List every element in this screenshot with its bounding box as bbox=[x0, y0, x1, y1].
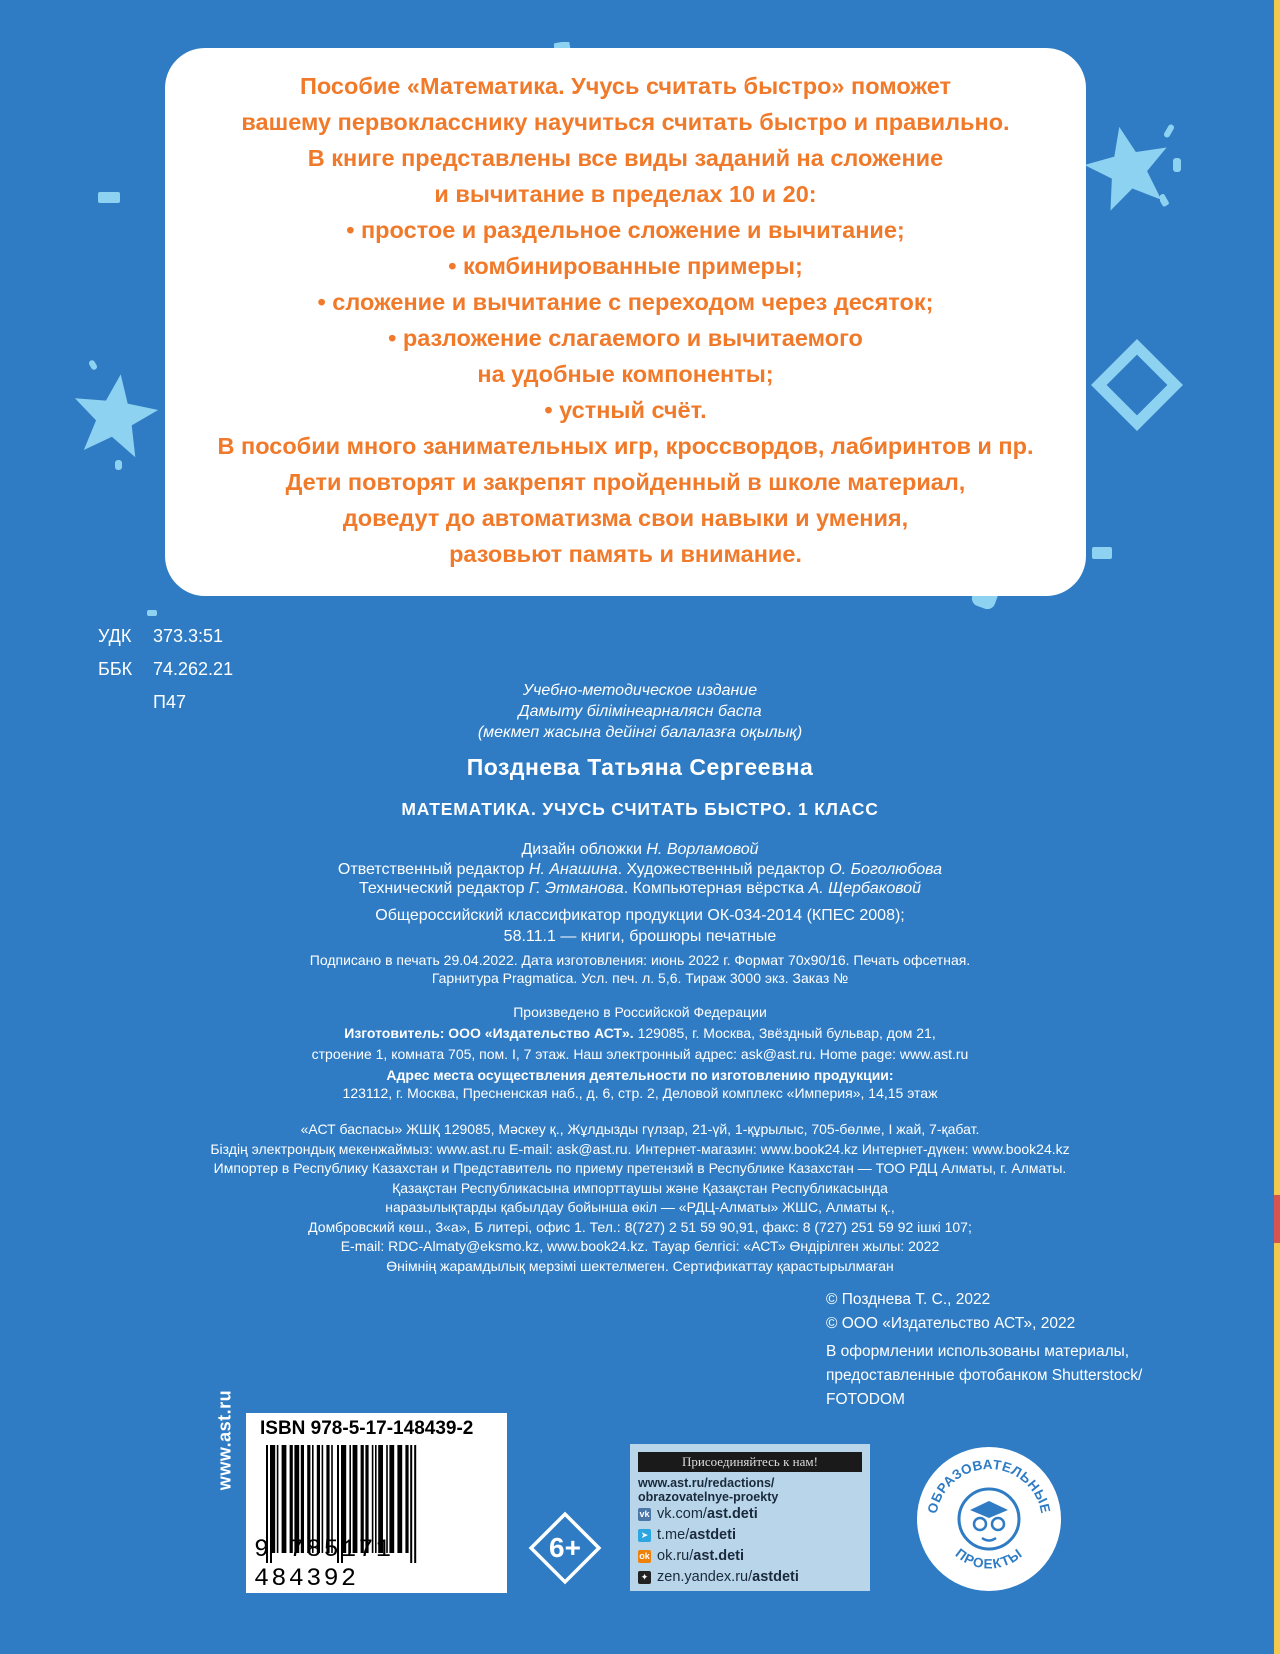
classifier-block bbox=[200, 905, 1080, 947]
edition-type: Учебно-методическое издание bbox=[522, 682, 758, 699]
isbn-barcode bbox=[246, 1413, 507, 1593]
social-link-vk[interactable]: vk vk.com/ ast.deti bbox=[639, 1506, 758, 1522]
kz-line: Өнімнің жарамдылық мерзімі шектелмеген. Сертификаттау қарастырылмаған bbox=[386, 1257, 894, 1274]
kazakhstan-block bbox=[200, 1120, 1080, 1276]
kz-line: «АСТ баспасы» ЖШҚ 129085, Мәскеу қ., Жұлдызды гүлзар, 21-үй, 1-құрылыс, 705-бөлме, I жай, 7-қабат. bbox=[300, 1121, 980, 1137]
promo-line: • устный счёт. bbox=[544, 397, 707, 423]
confetti-shape bbox=[147, 610, 161, 618]
art-editor-name: О. Боголюбова bbox=[829, 860, 943, 878]
editor-name: Н. Анашина bbox=[528, 860, 618, 878]
copyright-line: © ООО «Издательство АСТ», 2022 bbox=[826, 1315, 1076, 1332]
promo-line: Пособие «Математика. Учусь считать быстро» поможет bbox=[299, 73, 952, 99]
manufacturer-line: строение 1, комната 705, пом. I, 7 этаж. Наш электронный адрес: ask@ast.ru. Home page: www.ast.ru bbox=[311, 1046, 969, 1062]
manufacturer-block bbox=[200, 1002, 1080, 1104]
promo-line: • разложение слагаемого и вычитаемого bbox=[388, 325, 863, 351]
kz-line: Домбровский көш., 3«а», Б литері, офис 1. Тел.: 8(727) 2 51 59 90,91, факс: 8 (727) 251 59 92 ішкі 107; bbox=[308, 1218, 972, 1235]
kz-line: Біздің электрондық мекенжаймыз: www.ast.ru E-mail: ask@ast.ru. Интернет-магазин: www.book24.kz Интернет-дүкен: www.book24.kz bbox=[210, 1140, 1070, 1157]
bbk-label: ББК bbox=[98, 659, 133, 679]
promo-line: В пособии много занимательных игр, кроссвордов, лабиринтов и пр. bbox=[217, 433, 1034, 459]
social-header: Присоединяйтесь к нам! bbox=[638, 1452, 862, 1472]
classifier-line: Общероссийский классификатор продукции ОК-034-2014 (КПЕС 2008); bbox=[375, 907, 905, 924]
promo-card bbox=[165, 48, 1086, 596]
vk-icon: vk bbox=[639, 1509, 650, 1519]
print-info-line: Гарнитура Pragmatica. Усл. печ. л. 5,6. Тираж 3000 экз. Заказ № bbox=[431, 969, 849, 986]
telegram-icon: ➤ bbox=[638, 1529, 651, 1542]
credits-block bbox=[200, 840, 1080, 899]
address-text: 123112, г. Москва, Пресненская наб., д. 6, стр. 2, Деловой комплекс «Империя», 14,15 этаж bbox=[342, 1085, 938, 1101]
kz-line: Импортер в Республику Казахстан и Представитель по приему претензий в Республике Казахстан — ТОО РДЦ Алматы, г. Алматы. bbox=[213, 1160, 1067, 1176]
author-mark: П47 bbox=[153, 692, 186, 712]
kz-line: Қазақстан Республикасына импорттаушы және Қазақстан Республикасында bbox=[392, 1179, 888, 1196]
social-link-telegram[interactable]: ➤ t.me/ astdeti bbox=[638, 1525, 862, 1546]
confetti-shape bbox=[1160, 194, 1174, 208]
confetti-shape bbox=[98, 190, 122, 206]
promo-line: • простое и раздельное сложение и вычитание; bbox=[346, 217, 905, 243]
edition-type-kz: Дамыту білімінеарналяcн баспа bbox=[518, 703, 762, 720]
promo-line: на удобные компоненты; bbox=[477, 361, 774, 387]
isbn-number: ISBN 978-5-17-148439-2 bbox=[260, 1418, 474, 1439]
manufacturer-label: Изготовитель: ООО «Издательство АСТ». bbox=[344, 1025, 634, 1041]
logo-text-bottom: ПРОЕКТЫ bbox=[952, 1545, 1026, 1572]
zen-icon: ✦ bbox=[638, 1571, 651, 1584]
tech-editor-name: Г. Этманова bbox=[528, 880, 624, 897]
layout-name: А. Щербаковой bbox=[808, 880, 922, 897]
edition-type-block bbox=[200, 680, 1080, 743]
odnoklassniki-icon: ok bbox=[639, 1551, 650, 1561]
edition-note-kz: (мекмеп жасына дейінгі балалазға оқылық) bbox=[477, 724, 803, 741]
copyright-line: © Позднева Т. С., 2022 bbox=[826, 1291, 991, 1308]
promo-line: Дети повторят и закрепят пройденный в школе материал, bbox=[285, 469, 966, 495]
author-name: Позднева Татьяна Сергеевна bbox=[466, 754, 814, 780]
tech-credit: Технический редактор Г. Этманова. Компьютерная вёрстка А. Щербаковой bbox=[358, 880, 922, 897]
social-link-ok[interactable]: ok ok.ru/ ast.deti bbox=[639, 1548, 745, 1564]
produced-in: Произведено в Российской Федерации bbox=[513, 1004, 767, 1020]
design-credit: Дизайн обложки Н. Ворламовой bbox=[521, 841, 759, 858]
bbk-value: 74.262.21 bbox=[153, 659, 234, 679]
diamond-outline-icon bbox=[1082, 330, 1192, 440]
promo-line: • комбинированные примеры; bbox=[448, 253, 803, 279]
age-rating: 6+ bbox=[549, 1532, 581, 1563]
social-links-box bbox=[630, 1444, 870, 1591]
copyright-block bbox=[826, 1288, 1142, 1412]
promo-line: вашему первокласснику научиться считать быстро и правильно. bbox=[241, 109, 1010, 135]
promo-line: • сложение и вычитание с переходом через десяток; bbox=[317, 289, 934, 315]
barcode-digits: 9 785171 484392 bbox=[254, 1535, 394, 1593]
publisher-site[interactable]: www.ast.ru bbox=[214, 1389, 235, 1491]
print-info-line: Подписано в печать 29.04.2022. Дата изготовления: июнь 2022 г. Формат 70x90/16. Печать офсетная. bbox=[309, 952, 971, 968]
credits-line: предоставленные фотобанком Shutterstock/ bbox=[826, 1367, 1143, 1384]
designer-name: Н. Ворламовой bbox=[646, 841, 759, 858]
star-icon bbox=[60, 360, 170, 470]
promo-line: и вычитание в пределах 10 и 20: bbox=[434, 181, 817, 207]
logo-text-top: ОБРАЗОВАТЕЛЬНЫЕ bbox=[924, 1456, 1054, 1515]
promo-line: В книге представлены все виды заданий на сложение bbox=[307, 145, 944, 171]
credits-line: В оформлении использованы материалы, bbox=[826, 1343, 1130, 1360]
udk-row bbox=[98, 620, 233, 653]
cover-edge-mark bbox=[1274, 1195, 1280, 1243]
confetti-shape bbox=[1092, 545, 1116, 563]
udk-value: 373.3:51 bbox=[153, 626, 224, 646]
classifier-line: 58.11.1 — книги, брошюры печатные bbox=[503, 928, 777, 945]
address-label: Адрес места осуществления деятельности по изготовлению продукции: bbox=[386, 1067, 894, 1083]
manufacturer-line: Изготовитель: ООО «Издательство АСТ». 129085, г. Москва, Звёздный бульвар, дом 21, bbox=[344, 1025, 936, 1041]
editor-credit: Ответственный редактор Н. Анашина. Художественный редактор О. Боголюбова bbox=[337, 860, 943, 878]
social-url[interactable]: www.ast.ru/redactions/ obrazovatelnye-proekty bbox=[638, 1476, 779, 1504]
educational-projects-logo bbox=[914, 1444, 1064, 1594]
cover-edge-strip bbox=[1274, 0, 1280, 1654]
promo-line: разовьют память и внимание. bbox=[449, 541, 802, 567]
kz-line: наразылықтарды қабылдау бойынша өкіл — «РДЦ-Алматы» ЖШС, Алматы қ., bbox=[385, 1199, 895, 1215]
promo-line: доведут до автоматизма свои навыки и умения, bbox=[342, 505, 909, 531]
social-link-zen[interactable]: ✦ zen.yandex.ru/ astdeti bbox=[638, 1567, 862, 1588]
print-info-block bbox=[200, 952, 1080, 987]
credits-line: FOTODOM bbox=[826, 1391, 905, 1408]
udk-label: УДК bbox=[98, 626, 132, 646]
age-rating-icon bbox=[522, 1505, 608, 1591]
kz-line: E-mail: RDC-Almaty@eksmo.kz, www.book24.kz. Тауар белгісі: «АСТ» Өндірілген жылы: 2022 bbox=[340, 1238, 940, 1254]
book-title: МАТЕМАТИКА. УЧУСЬ СЧИТАТЬ БЫСТРО. 1 КЛАСС bbox=[401, 799, 879, 819]
